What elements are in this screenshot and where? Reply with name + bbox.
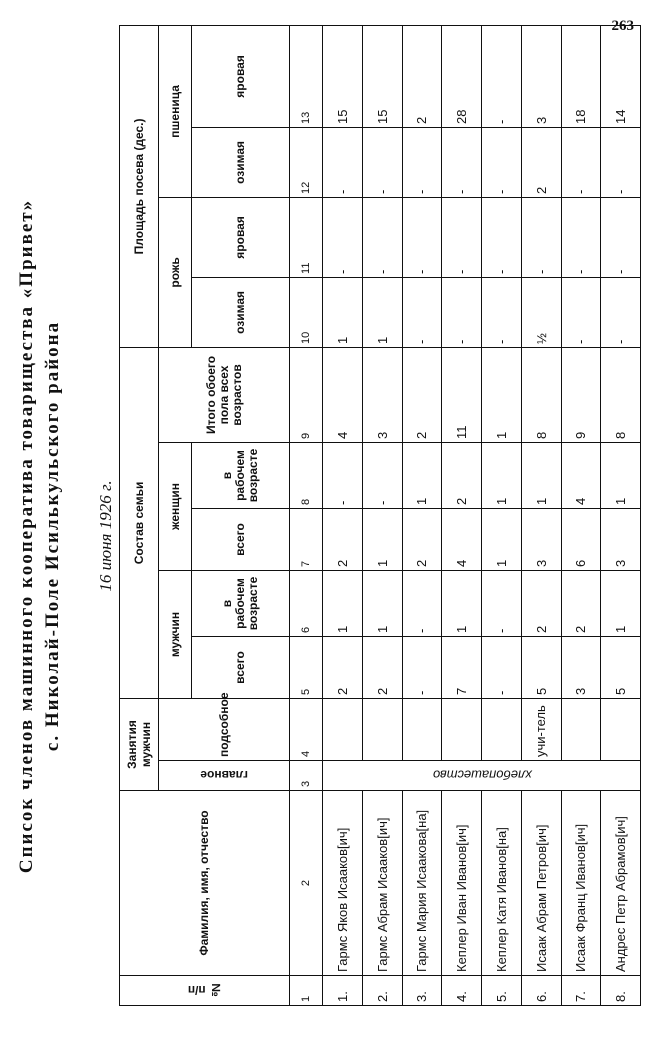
member-name: Кеплер Иван Иванов[ич] [442, 791, 482, 976]
men-working: 1 [362, 571, 402, 637]
wheat-spring: - [482, 25, 522, 127]
title-line-2: с. Николай-Поле Исилькульского района [42, 320, 63, 752]
col-number: 7 [290, 509, 323, 571]
wheat-winter: - [601, 127, 641, 197]
row-number: 3. [402, 976, 442, 1006]
header-wheat-spring: яровая [191, 25, 289, 127]
rye-winter: - [601, 277, 641, 347]
men-working: 2 [561, 571, 601, 637]
header-sowing: Площадь посева (дес.) [120, 25, 159, 347]
header-num: № п/п [120, 976, 290, 1006]
wheat-spring: 18 [561, 25, 601, 127]
rye-winter: 1 [362, 277, 402, 347]
family-total: 2 [402, 347, 442, 442]
col-number: 9 [290, 347, 323, 442]
col-number: 13 [290, 25, 323, 127]
family-total: 11 [442, 347, 482, 442]
men-total: 2 [362, 637, 402, 699]
women-working: - [362, 443, 402, 509]
main-occupation: хлебопашество [323, 761, 641, 791]
table-row [362, 25, 402, 1005]
wheat-spring: 14 [601, 25, 641, 127]
men-total: 3 [561, 637, 601, 699]
table-row [521, 25, 561, 1005]
men-total: 5 [521, 637, 561, 699]
aux-occupation [402, 699, 442, 761]
family-total: 4 [323, 347, 363, 442]
rye-spring: - [442, 197, 482, 277]
col-number: 12 [290, 127, 323, 197]
header-men-working: в рабочем возрасте [191, 571, 289, 637]
wheat-winter: - [402, 127, 442, 197]
wheat-spring: 2 [402, 25, 442, 127]
aux-occupation [601, 699, 641, 761]
column-number-row [290, 25, 323, 1005]
col-number: 3 [290, 761, 323, 791]
family-total: 1 [482, 347, 522, 442]
header-wheat-winter: озимая [191, 127, 289, 197]
wheat-spring: 28 [442, 25, 482, 127]
rye-winter: ½ [521, 277, 561, 347]
aux-occupation: учи-тель [521, 699, 561, 761]
header-men: мужчин [159, 571, 192, 699]
women-total: 1 [482, 509, 522, 571]
men-total: - [482, 637, 522, 699]
women-working: 1 [482, 443, 522, 509]
col-number: 1 [290, 976, 323, 1006]
men-total: 7 [442, 637, 482, 699]
women-total: 2 [323, 509, 363, 571]
col-number: 2 [290, 791, 323, 976]
women-working: - [323, 443, 363, 509]
wheat-winter: 2 [521, 127, 561, 197]
table-row [442, 25, 482, 1005]
row-number: 2. [362, 976, 402, 1006]
men-working: 1 [601, 571, 641, 637]
wheat-winter: - [362, 127, 402, 197]
men-total: 2 [323, 637, 363, 699]
family-total: 8 [601, 347, 641, 442]
table-row [402, 25, 442, 1005]
table-row [482, 25, 522, 1005]
rye-spring: - [402, 197, 442, 277]
header-rye-winter: озимая [191, 277, 289, 347]
header-rye-spring: яровая [191, 197, 289, 277]
header-occ-main: главное [159, 761, 290, 791]
col-number: 8 [290, 443, 323, 509]
women-working: 2 [442, 443, 482, 509]
women-total: 3 [601, 509, 641, 571]
title-line-1: Список членов машинного кооператива товарищества «Привет» [16, 198, 37, 874]
wheat-winter: - [482, 127, 522, 197]
rye-winter: 1 [323, 277, 363, 347]
col-number: 10 [290, 277, 323, 347]
men-total: 5 [601, 637, 641, 699]
rye-spring: - [561, 197, 601, 277]
wheat-spring: 3 [521, 25, 561, 127]
row-number: 5. [482, 976, 522, 1006]
col-number: 11 [290, 197, 323, 277]
men-working: 1 [442, 571, 482, 637]
men-working: - [402, 571, 442, 637]
document-title [14, 36, 66, 1036]
table-row [601, 25, 641, 1005]
aux-occupation [362, 699, 402, 761]
wheat-spring: 15 [323, 25, 363, 127]
rye-spring: - [323, 197, 363, 277]
header-occ-aux: подсобное [159, 699, 290, 761]
women-working: 4 [561, 443, 601, 509]
member-name: Исаак Франц Иванов[ич] [561, 791, 601, 976]
member-name: Исаак Абрам Петров[ич] [521, 791, 561, 976]
header-women: женщин [159, 443, 192, 571]
col-number: 6 [290, 571, 323, 637]
member-name: Гармс Мария Исаакова[на] [402, 791, 442, 976]
header-women-working: в рабочем возрасте [191, 443, 289, 509]
aux-occupation [442, 699, 482, 761]
header-family: Состав семьи [120, 347, 159, 698]
rye-winter: - [442, 277, 482, 347]
table-row [323, 25, 363, 1005]
women-total: 1 [362, 509, 402, 571]
aux-occupation [561, 699, 601, 761]
header-rye: рожь [159, 197, 192, 347]
wheat-winter: - [442, 127, 482, 197]
member-name: Гармс Яков Исааков[ич] [323, 791, 363, 976]
header-name: Фамилия, имя, отчество [120, 791, 290, 976]
family-total: 3 [362, 347, 402, 442]
member-name: Андрес Петр Абрамов[ич] [601, 791, 641, 976]
rye-spring: - [482, 197, 522, 277]
family-total: 9 [561, 347, 601, 442]
members-table [119, 25, 641, 1006]
women-total: 4 [442, 509, 482, 571]
row-number: 7. [561, 976, 601, 1006]
women-total: 2 [402, 509, 442, 571]
rotated-page-content [6, 36, 656, 1036]
row-number: 4. [442, 976, 482, 1006]
men-working: 1 [323, 571, 363, 637]
men-working: 2 [521, 571, 561, 637]
table-row [561, 25, 601, 1005]
header-women-total: всего [191, 509, 289, 571]
aux-occupation [323, 699, 363, 761]
rye-winter: - [561, 277, 601, 347]
wheat-winter: - [561, 127, 601, 197]
aux-occupation [482, 699, 522, 761]
rye-winter: - [482, 277, 522, 347]
women-total: 6 [561, 509, 601, 571]
women-working: 1 [402, 443, 442, 509]
women-total: 3 [521, 509, 561, 571]
rye-spring: - [601, 197, 641, 277]
rye-spring: - [362, 197, 402, 277]
member-name: Кеплер Катя Иванов[на] [482, 791, 522, 976]
row-number: 1. [323, 976, 363, 1006]
row-number: 6. [521, 976, 561, 1006]
document-date: 16 июня 1926 г. [96, 480, 115, 592]
wheat-spring: 15 [362, 25, 402, 127]
header-both-total: Итого обоего пола всех возрастов [159, 347, 290, 442]
wheat-winter: - [323, 127, 363, 197]
header-wheat: пшеница [159, 25, 192, 197]
rye-winter: - [402, 277, 442, 347]
row-number: 8. [601, 976, 641, 1006]
member-name: Гармс Абрам Исааков[ич] [362, 791, 402, 976]
family-total: 8 [521, 347, 561, 442]
women-working: 1 [521, 443, 561, 509]
col-number: 5 [290, 637, 323, 699]
header-occupation: Занятия мужчин [120, 699, 159, 791]
rye-spring: - [521, 197, 561, 277]
header-men-total: всего [191, 637, 289, 699]
col-number: 4 [290, 699, 323, 761]
men-working: - [482, 571, 522, 637]
men-total: - [402, 637, 442, 699]
women-working: 1 [601, 443, 641, 509]
page-number: 263 [611, 18, 634, 34]
